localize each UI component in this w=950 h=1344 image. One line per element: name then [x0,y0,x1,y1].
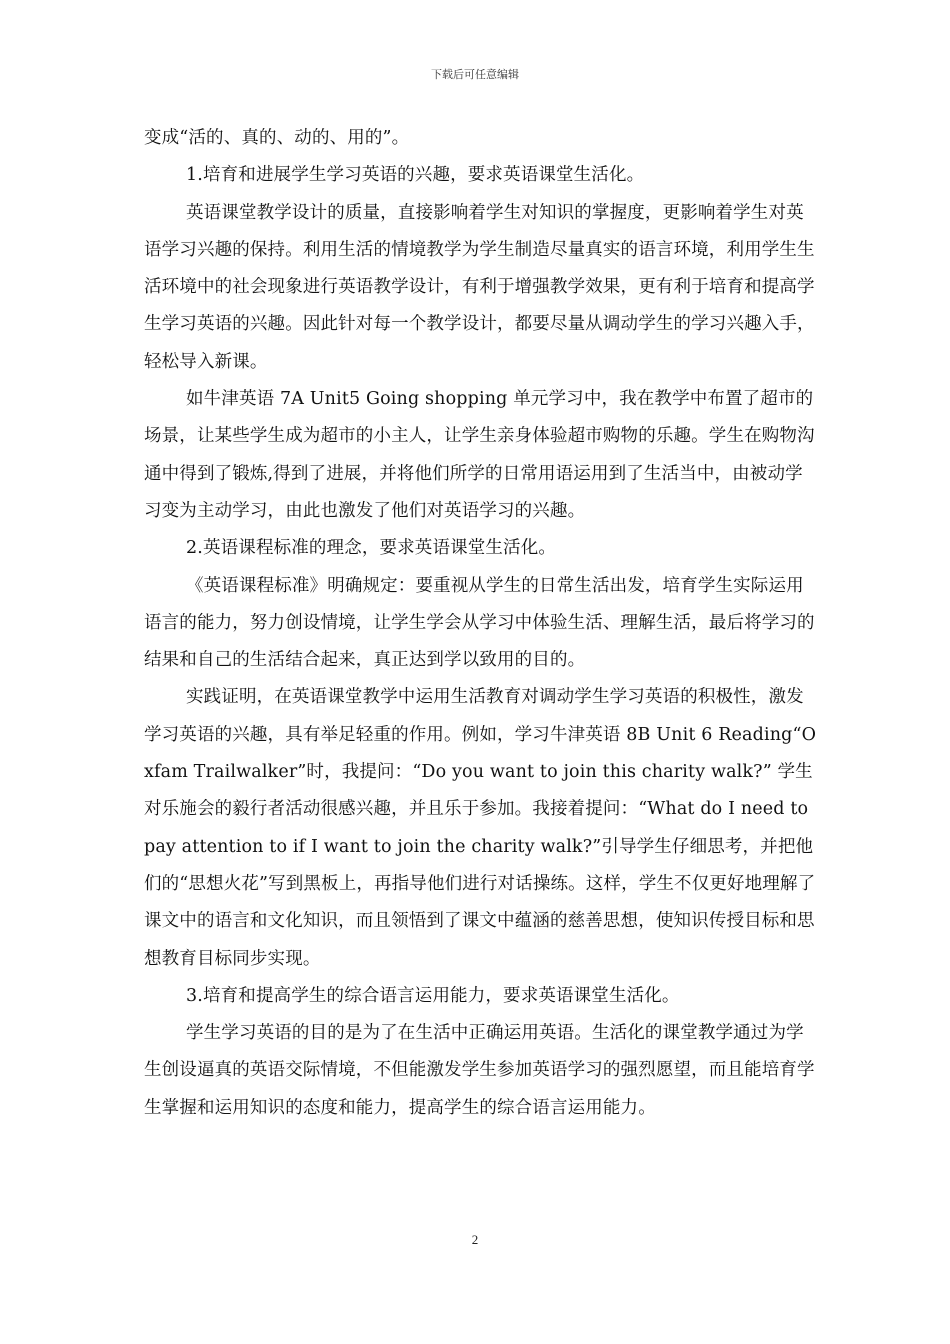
document-body [144,120,819,1127]
paragraph: 《英语课程标准》明确规定：要重视从学生的日常生活出发，培育学生实际运用语言的能力，努力创设情境，让学生学会从学习中体验生活、理解生活，最后将学习的结果和自己的生活结合起来，真正达到学以致用的目的。 [144,575,815,671]
paragraph: 英语课堂教学设计的质量，直接影响着学生对知识的掌握度，更影响着学生对英语学习兴趣的保持。利用生活的情境教学为学生制造尽量真实的语言环境，利用学生生活环境中的社会现象进行英语教学设计，有利于增强教学效果，更有利于培育和提高学生学习英语的兴趣。因此针对每一个教学设计，都要尽量从调动学生的学习兴趣入手，轻松导入新课。 [144,202,815,372]
paragraph: 学生学习英语的目的是为了在生活中正确运用英语。生活化的课堂教学通过为学生创设逼真的英语交际情境，不但能激发学生参加英语学习的强烈愿望，而且能培育学生掌握和运用知识的态度和能力，提高学生的综合语言运用能力。 [144,1023,815,1118]
page-header: 下载后可任意编辑 [431,68,519,81]
paragraph: 如牛津英语 7A Unit5 Going shopping 单元学习中，我在教学中布置了超市的场景，让某些学生成为超市的小主人，让学生亲身体验超市购物的乐趣。学生在购物沟通中得到了锻炼,得到了进展，并将他们所学的日常用语运用到了生活当中，由被动学习变为主动学习，由此也激发了他们对英语学习的兴趣。 [144,389,815,521]
page-number: 2 [471,1232,479,1247]
section-heading-1: 1.培育和进展学生学习英语的兴趣，要求英语课堂生活化。 [186,165,645,186]
section-heading-3: 3.培育和提高学生的综合语言运用能力，要求英语课堂生活化。 [186,985,680,1006]
paragraph: 实践证明，在英语课堂教学中运用生活教育对调动学生学习英语的积极性，激发学习英语的兴趣，具有举足轻重的作用。例如，学习牛津英语 8B Unit 6 Reading“Oxfam Trailwalker”时，我提问：“Do you want to join this charity walk?” 学生对乐施会的毅行者活动很感兴趣，并且乐于参加。我接着提问：“What do I need to pay attention to if I want to join the charity walk?”引导学生仔细思考，并把他们的“思想火花”写到黑板上，再指导他们进行对话操练。这样，学生不仅更好地理解了课文中的语言和文化知识，而且领悟到了课文中蕴涵的慈善思想，使知识传授目标和思想教育目标同步实现。 [144,687,817,969]
section-heading-2: 2.英语课程标准的理念，要求英语课堂生活化。 [186,538,556,559]
paragraph-continuation: 变成“活的、真的、动的、用的”。 [144,128,410,148]
